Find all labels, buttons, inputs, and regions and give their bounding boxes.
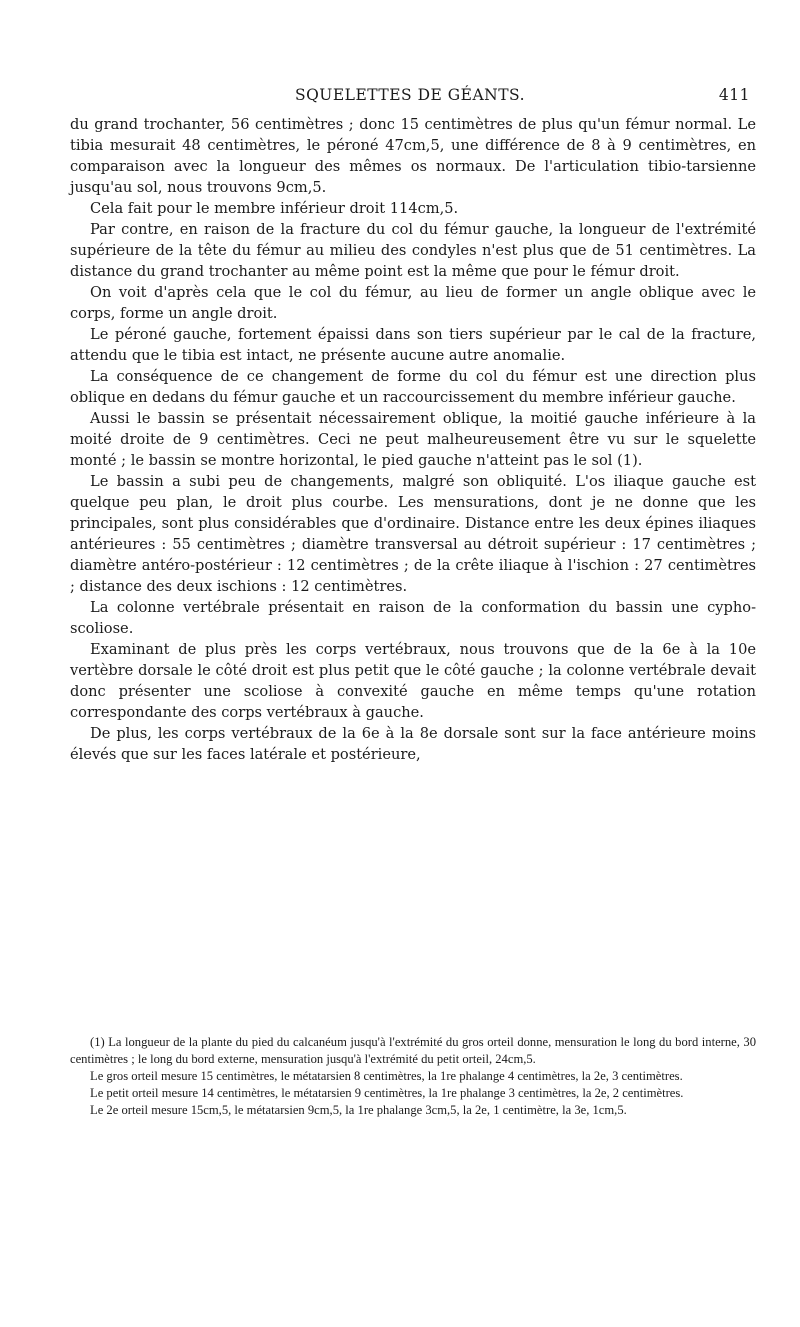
paragraph: Le bassin a subi peu de changements, malgré son obliquité. L'os iliaque gauche est quelque peu plan, le droit plus courbe. Les mensurations, dont je ne donne que les principales, sont plus considérables que d'ordinaire. Distance entre les deux épines iliaques antérieures : 55 centimètres ; diamètre transversal au détroit supérieur : 17 centimètres ; diamètre antéro-postérieur : 12 centimètres ; de la crête iliaque à l'ischion : 27 centimètres ; distance des deux ischions : 12 centimètres. (70, 473, 756, 595)
paragraph: La conséquence de ce changement de forme du col du fémur est une direction plus oblique en dedans du fémur gauche et un raccourcissement du membre inférieur gauche. (70, 368, 756, 406)
footnote: Le petit orteil mesure 14 centimètres, le métatarsien 9 centimètres, la 1re phalange 3 centimètres, la 2e, 2 centimètres. (90, 1086, 684, 1100)
paragraph: Cela fait pour le membre inférieur droit 114cm,5. (90, 200, 459, 217)
paragraph: Par contre, en raison de la fracture du col du fémur gauche, la longueur de l'extrémité supérieure de la tête du fémur au milieu des condyles n'est plus que de 51 centimètres. La distance du grand trochanter au même point est la même que pour le fémur droit. (70, 221, 756, 280)
footnote: Le 2e orteil mesure 15cm,5, le métatarsien 9cm,5, la 1re phalange 3cm,5, la 2e, 1 centimètre, la 3e, 1cm,5. (90, 1103, 627, 1117)
paragraph: De plus, les corps vertébraux de la 6e à la 8e dorsale sont sur la face antérieure moins élevés que sur les faces latérale et postérieure, (70, 725, 756, 763)
footnote: Le gros orteil mesure 15 centimètres, le métatarsien 8 centimètres, la 1re phalange 4 centimètres, la 2e, 3 centimètres. (90, 1069, 683, 1083)
paragraph: La colonne vertébrale présentait en raison de la conformation du bassin une cypho-scoliose. (70, 599, 756, 637)
paragraph: Examinant de plus près les corps vertébraux, nous trouvons que de la 6e à la 10e vertèbre dorsale le côté droit est plus petit que le côté gauche ; la colonne vertébrale devait donc présenter une scoliose à convexité gauche en même temps qu'une rotation correspondante des corps vertébraux à gauche. (70, 641, 756, 721)
paragraph: du grand trochanter, 56 centimètres ; donc 15 centimètres de plus qu'un fémur normal. Le tibia mesurait 48 centimètres, le péroné 47cm,5, une différence de 8 à 9 centimètres, en comparaison avec la longueur des mêmes os normaux. De l'articulation tibio-tarsienne jusqu'au sol, nous trouvons 9cm,5. (70, 116, 756, 196)
page-title: SQUELETTES DE GÉANTS. (294, 86, 526, 104)
page-number: 411 (718, 86, 750, 104)
footnote: (1) La longueur de la plante du pied du calcanéum jusqu'à l'extrémité du gros orteil donne, mensuration le long du bord interne, 30 centimètres ; le long du bord externe, mensuration jusqu'à l'extrémité du petit orteil, 24cm,5. (70, 1035, 756, 1066)
body-text (70, 114, 756, 765)
paragraph: On voit d'après cela que le col du fémur, au lieu de former un angle oblique avec le corps, forme un angle droit. (70, 284, 756, 322)
running-head (70, 86, 750, 110)
paragraph: Le péroné gauche, fortement épaissi dans son tiers supérieur par le cal de la fracture, attendu que le tibia est intact, ne présente aucune autre anomalie. (70, 326, 756, 364)
footnotes (70, 1034, 756, 1119)
paragraph: Aussi le bassin se présentait nécessairement oblique, la moitié gauche inférieure à la moité droite de 9 centimètres. Ceci ne peut malheureusement être vu sur le squelette monté ; le bassin se montre horizontal, le pied gauche n'atteint pas le sol (1). (70, 410, 756, 469)
